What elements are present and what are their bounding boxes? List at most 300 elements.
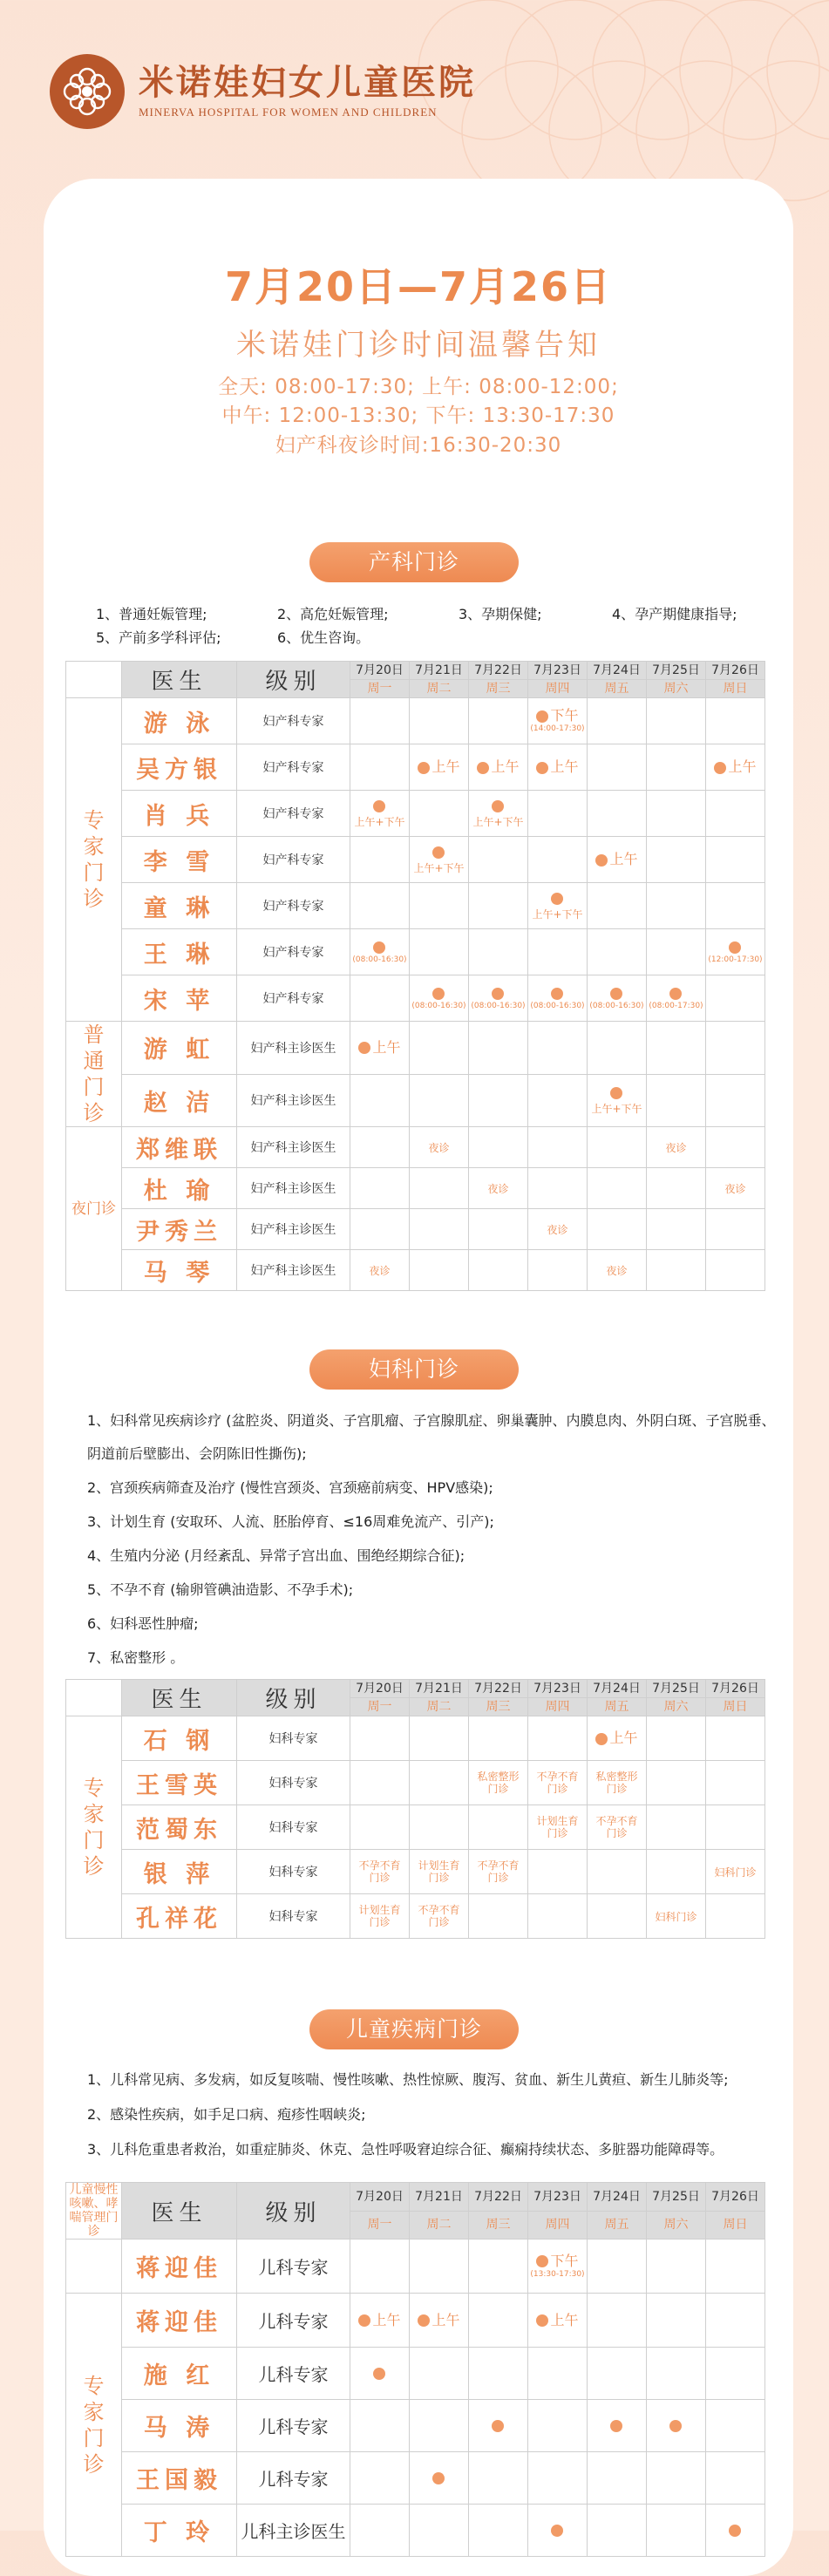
schedule-cell xyxy=(647,837,706,883)
day-date-header: 7月23日 xyxy=(528,2183,588,2212)
header-category-cell: 儿童慢性咳嗽、哮喘管理门诊 xyxy=(66,2183,122,2240)
schedule-cell xyxy=(528,2348,588,2400)
schedule-cell xyxy=(350,1894,410,1939)
schedule-cell xyxy=(706,1761,765,1805)
gynecology-schedule-table xyxy=(65,1679,765,1939)
clinic-type-label: 不孕不育门诊 xyxy=(477,1859,520,1884)
schedule-cell xyxy=(350,2505,410,2557)
schedule-cell xyxy=(469,2400,528,2452)
doctor-column-header: 医生 xyxy=(122,2183,237,2240)
session-dot-icon xyxy=(373,800,385,812)
table-header-row xyxy=(66,662,765,680)
schedule-cell xyxy=(469,2452,528,2505)
doctor-name: 郑维联 xyxy=(122,1127,237,1168)
gynecology-service: 6、妇科恶性肿瘤; xyxy=(87,1615,199,1632)
doctor-level: 妇产科主诊医生 xyxy=(237,1250,350,1291)
schedule-cell xyxy=(706,698,765,744)
doctor-name: 蒋迎佳 xyxy=(122,2240,237,2294)
schedule-cell xyxy=(588,2240,647,2294)
schedule-cell xyxy=(410,837,469,883)
day-date-header: 7月20日 xyxy=(350,1680,410,1698)
schedule-cell xyxy=(588,837,647,883)
pediatrics-section-title: 儿童疾病门诊 xyxy=(309,2009,519,2049)
doctor-level: 儿科主诊医生 xyxy=(237,2505,350,2557)
session-time-note: (12:00-17:30) xyxy=(708,955,763,964)
schedule-cell xyxy=(350,929,410,975)
day-week-header: 周四 xyxy=(528,2211,588,2240)
schedule-row xyxy=(66,2452,765,2505)
schedule-cell xyxy=(647,1850,706,1894)
hospital-header xyxy=(48,48,476,135)
schedule-cell xyxy=(588,1894,647,1939)
day-date-header: 7月21日 xyxy=(410,2183,469,2212)
schedule-cell xyxy=(410,1127,469,1168)
doctor-level: 妇产科专家 xyxy=(237,975,350,1022)
schedule-cell xyxy=(647,2240,706,2294)
day-date-header: 7月26日 xyxy=(706,2183,765,2212)
schedule-row xyxy=(66,744,765,791)
schedule-cell xyxy=(706,1209,765,1250)
day-week-header: 周五 xyxy=(588,1698,647,1716)
session-dot-icon xyxy=(595,854,608,867)
schedule-cell xyxy=(647,1761,706,1805)
clinic-type-label: 不孕不育门诊 xyxy=(595,1814,638,1839)
schedule-cell xyxy=(410,2294,469,2348)
clinic-type-label: 夜诊 xyxy=(606,1265,628,1277)
notice-subtitle: 米诺娃门诊时间温馨告知 xyxy=(236,328,601,363)
schedule-cell xyxy=(350,1761,410,1805)
schedule-cell xyxy=(350,791,410,837)
pediatrics-service: 3、儿科危重患者救治，如重症肺炎、休克、急性呼吸窘迫综合征、癫痫持续状态、多脏器功能障碍等。 xyxy=(87,2141,724,2158)
day-week-header: 周四 xyxy=(528,680,588,698)
doctor-name: 宋 苹 xyxy=(122,975,237,1022)
schedule-cell xyxy=(410,1761,469,1805)
schedule-cell xyxy=(469,2348,528,2400)
schedule-cell xyxy=(528,1209,588,1250)
schedule-cell xyxy=(528,1894,588,1939)
schedule-cell xyxy=(706,2400,765,2452)
schedule-cell xyxy=(410,2452,469,2505)
level-column-header: 级别 xyxy=(237,662,350,698)
obstetrics-schedule-table xyxy=(65,661,765,1291)
night-hours-line: 妇产科夜诊时间:16:30-20:30 xyxy=(275,434,562,457)
doctor-name: 王国毅 xyxy=(122,2452,237,2505)
doctor-name: 马 涛 xyxy=(122,2400,237,2452)
schedule-row xyxy=(66,1716,765,1761)
schedule-cell xyxy=(410,1805,469,1850)
schedule-cell xyxy=(350,1250,410,1291)
clinic-type-label: 夜诊 xyxy=(665,1142,687,1154)
schedule-cell xyxy=(469,1894,528,1939)
doctor-name: 李 雪 xyxy=(122,837,237,883)
schedule-cell xyxy=(528,1127,588,1168)
obstetrics-service: 1、普通妊娠管理; xyxy=(96,606,207,622)
schedule-cell xyxy=(469,1850,528,1894)
doctor-level: 妇产科专家 xyxy=(237,929,350,975)
date-range-title: 7月20日—7月26日 xyxy=(224,263,613,310)
gynecology-service: 7、私密整形 。 xyxy=(87,1649,185,1666)
schedule-cell xyxy=(528,1022,588,1075)
table-header-row xyxy=(66,1680,765,1698)
schedule-cell xyxy=(647,1168,706,1209)
session-dot-icon xyxy=(669,2420,682,2432)
doctor-name: 银 萍 xyxy=(122,1850,237,1894)
session-dot-icon xyxy=(358,2314,370,2327)
schedule-cell xyxy=(706,2505,765,2557)
schedule-cell xyxy=(647,1127,706,1168)
schedule-cell xyxy=(706,837,765,883)
day-week-header: 周二 xyxy=(410,680,469,698)
schedule-cell xyxy=(588,1850,647,1894)
schedule-row xyxy=(66,698,765,744)
schedule-cell xyxy=(588,883,647,929)
category-cell: 专家门诊 xyxy=(66,698,122,1022)
category-cell: 普通门诊 xyxy=(66,1022,122,1127)
schedule-cell xyxy=(469,975,528,1022)
doctor-level: 妇产科主诊医生 xyxy=(237,1168,350,1209)
schedule-cell xyxy=(350,2294,410,2348)
session-label: 上午+下午 xyxy=(532,908,583,921)
schedule-cell xyxy=(588,1716,647,1761)
doctor-level: 妇产科主诊医生 xyxy=(237,1022,350,1075)
schedule-cell xyxy=(647,791,706,837)
doctor-name: 丁 玲 xyxy=(122,2505,237,2557)
schedule-row xyxy=(66,1894,765,1939)
schedule-cell xyxy=(706,1894,765,1939)
schedule-cell xyxy=(528,1850,588,1894)
schedule-cell xyxy=(588,744,647,791)
session-time-note: (08:00-16:30) xyxy=(352,955,407,964)
schedule-cell xyxy=(706,1127,765,1168)
day-week-header: 周六 xyxy=(647,680,706,698)
schedule-row xyxy=(66,883,765,929)
schedule-cell xyxy=(588,1022,647,1075)
day-date-header: 7月26日 xyxy=(706,662,765,680)
schedule-cell xyxy=(588,1250,647,1291)
schedule-cell xyxy=(410,1894,469,1939)
schedule-cell xyxy=(706,1716,765,1761)
obstetrics-service: 3、孕期保健; xyxy=(459,606,542,622)
session-dot-icon xyxy=(729,941,741,954)
clinic-type-label: 计划生育门诊 xyxy=(358,1903,401,1928)
day-week-header: 周六 xyxy=(647,2211,706,2240)
day-date-header: 7月23日 xyxy=(528,1680,588,1698)
schedule-cell xyxy=(350,2348,410,2400)
day-date-header: 7月24日 xyxy=(588,2183,647,2212)
day-date-header: 7月26日 xyxy=(706,1680,765,1698)
schedule-cell xyxy=(706,883,765,929)
session-dot-icon xyxy=(536,710,548,723)
schedule-cell xyxy=(469,929,528,975)
gynecology-service: 2、宫颈疾病筛查及治疗 (慢性宫颈炎、宫颈癌前病变、HPV感染); xyxy=(87,1479,493,1496)
doctor-column-header: 医生 xyxy=(122,662,237,698)
session-label: 上午+下午 xyxy=(413,862,465,874)
schedule-cell xyxy=(706,2348,765,2400)
schedule-cell xyxy=(647,2505,706,2557)
session-dot-icon xyxy=(669,988,682,1000)
day-week-header: 周五 xyxy=(588,2211,647,2240)
schedule-cell xyxy=(528,1074,588,1127)
schedule-cell xyxy=(647,698,706,744)
session-dot-icon xyxy=(729,2525,741,2537)
doctor-name: 赵 洁 xyxy=(122,1074,237,1127)
schedule-cell xyxy=(350,883,410,929)
schedule-cell xyxy=(410,1168,469,1209)
session-label: 下午 xyxy=(550,707,579,724)
clinic-type-label: 夜诊 xyxy=(369,1265,391,1277)
obstetrics-service: 4、孕产期健康指导; xyxy=(612,606,737,622)
obstetrics-service: 5、产前多学科评估; xyxy=(96,629,221,646)
schedule-cell xyxy=(706,1250,765,1291)
pediatrics-service: 2、感染性疾病，如手足口病、疱疹性咽峡炎; xyxy=(87,2106,366,2123)
hours-line: 中午: 12:00-13:30; 下午: 13:30-17:30 xyxy=(221,404,615,427)
schedule-cell xyxy=(350,1022,410,1075)
session-label: 上午+下午 xyxy=(354,816,405,828)
doctor-name: 游 泳 xyxy=(122,698,237,744)
session-dot-icon xyxy=(536,2255,548,2267)
schedule-cell xyxy=(588,1127,647,1168)
schedule-cell xyxy=(469,837,528,883)
schedule-cell xyxy=(588,1761,647,1805)
session-label: 上午+下午 xyxy=(472,816,524,828)
schedule-cell xyxy=(350,1127,410,1168)
session-dot-icon xyxy=(551,2525,563,2537)
doctor-level: 妇科专家 xyxy=(237,1761,350,1805)
clinic-type-label: 夜诊 xyxy=(428,1142,450,1154)
doctor-level: 儿科专家 xyxy=(237,2240,350,2294)
day-date-header: 7月22日 xyxy=(469,2183,528,2212)
schedule-cell xyxy=(528,975,588,1022)
doctor-level: 妇产科主诊医生 xyxy=(237,1127,350,1168)
day-date-header: 7月25日 xyxy=(647,2183,706,2212)
schedule-cell xyxy=(528,837,588,883)
schedule-cell xyxy=(528,883,588,929)
schedule-cell xyxy=(647,1250,706,1291)
doctor-level: 妇产科主诊医生 xyxy=(237,1209,350,1250)
schedule-cell xyxy=(647,929,706,975)
schedule-row xyxy=(66,2294,765,2348)
doctor-name: 马 琴 xyxy=(122,1250,237,1291)
doctor-level: 妇科专家 xyxy=(237,1716,350,1761)
doctor-name: 范蜀东 xyxy=(122,1805,237,1850)
day-week-header: 周二 xyxy=(410,2211,469,2240)
schedule-cell xyxy=(350,698,410,744)
schedule-cell xyxy=(647,1074,706,1127)
clinic-type-label: 妇科门诊 xyxy=(714,1866,757,1879)
schedule-cell xyxy=(647,1716,706,1761)
session-time-note: (13:30-17:30) xyxy=(530,2269,585,2279)
session-dot-icon xyxy=(714,762,726,774)
session-dot-icon xyxy=(610,2420,622,2432)
doctor-level: 妇产科主诊医生 xyxy=(237,1074,350,1127)
session-time-note: (08:00-16:30) xyxy=(471,1002,526,1010)
schedule-row xyxy=(66,929,765,975)
schedule-cell xyxy=(647,883,706,929)
schedule-cell xyxy=(350,2240,410,2294)
clinic-type-label: 不孕不育门诊 xyxy=(358,1859,401,1884)
day-date-header: 7月20日 xyxy=(350,2183,410,2212)
session-dot-icon xyxy=(432,988,445,1000)
doctor-name: 王雪英 xyxy=(122,1761,237,1805)
schedule-cell xyxy=(647,1209,706,1250)
schedule-cell xyxy=(647,2452,706,2505)
clinic-type-label: 私密整形门诊 xyxy=(595,1770,638,1795)
session-label: 上午 xyxy=(372,2311,401,2328)
schedule-cell xyxy=(528,2294,588,2348)
header-category-cell xyxy=(66,662,122,698)
schedule-cell xyxy=(706,1850,765,1894)
clinic-type-label: 计划生育门诊 xyxy=(536,1814,579,1839)
schedule-cell xyxy=(647,1022,706,1075)
session-dot-icon xyxy=(418,2314,430,2327)
schedule-cell xyxy=(469,1209,528,1250)
header-category-cell xyxy=(66,1680,122,1716)
schedule-cell xyxy=(706,2452,765,2505)
schedule-row xyxy=(66,1209,765,1250)
schedule-row xyxy=(66,1022,765,1075)
category-cell: 专家门诊 xyxy=(66,1716,122,1939)
schedule-cell xyxy=(350,975,410,1022)
gynecology-section-title: 妇科门诊 xyxy=(309,1349,519,1390)
schedule-cell xyxy=(469,2294,528,2348)
schedule-cell xyxy=(588,2505,647,2557)
schedule-cell xyxy=(469,1716,528,1761)
session-label: 上午 xyxy=(550,758,579,775)
day-week-header: 周一 xyxy=(350,680,410,698)
session-time-note: (08:00-16:30) xyxy=(530,1002,585,1010)
session-dot-icon xyxy=(373,941,385,954)
schedule-row xyxy=(66,975,765,1022)
session-dot-icon xyxy=(432,2472,445,2484)
schedule-cell xyxy=(528,2452,588,2505)
schedule-cell xyxy=(410,1022,469,1075)
schedule-row xyxy=(66,2240,765,2294)
obstetrics-service: 2、高危妊娠管理; xyxy=(277,606,389,622)
schedule-cell xyxy=(706,2294,765,2348)
doctor-name: 施 红 xyxy=(122,2348,237,2400)
schedule-cell xyxy=(706,1022,765,1075)
session-time-note: (08:00-16:30) xyxy=(589,1002,644,1010)
doctor-level: 妇科专家 xyxy=(237,1850,350,1894)
schedule-row xyxy=(66,2400,765,2452)
schedule-cell xyxy=(410,2348,469,2400)
schedule-cell xyxy=(469,1127,528,1168)
session-label: 上午 xyxy=(372,1038,401,1056)
schedule-cell xyxy=(469,1022,528,1075)
schedule-cell xyxy=(528,1761,588,1805)
schedule-cell xyxy=(350,837,410,883)
clinic-type-label: 不孕不育门诊 xyxy=(418,1903,460,1928)
doctor-level: 儿科专家 xyxy=(237,2400,350,2452)
schedule-cell xyxy=(410,929,469,975)
session-label: 上午 xyxy=(431,758,460,775)
doctor-name: 肖 兵 xyxy=(122,791,237,837)
session-time-note: (08:00-17:30) xyxy=(649,1002,703,1010)
session-dot-icon xyxy=(610,1087,622,1099)
schedule-row xyxy=(66,1850,765,1894)
doctor-level: 妇产科专家 xyxy=(237,791,350,837)
schedule-cell xyxy=(410,1074,469,1127)
schedule-cell xyxy=(350,1716,410,1761)
session-dot-icon xyxy=(492,988,504,1000)
pediatrics-service: 1、儿科常见病、多发病，如反复咳喘、慢性咳嗽、热性惊厥、腹泻、贫血、新生儿黄疸、新生儿肺炎等; xyxy=(87,2071,729,2088)
schedule-row xyxy=(66,1127,765,1168)
clinic-type-label: 私密整形门诊 xyxy=(477,1770,520,1795)
session-dot-icon xyxy=(536,2314,548,2327)
session-time-note: (14:00-17:30) xyxy=(530,724,585,733)
schedule-row xyxy=(66,1805,765,1850)
schedule-cell xyxy=(469,1074,528,1127)
schedule-cell xyxy=(647,2348,706,2400)
schedule-cell xyxy=(410,2400,469,2452)
schedule-row xyxy=(66,1250,765,1291)
doctor-name: 杜 瑜 xyxy=(122,1168,237,1209)
doctor-level: 儿科专家 xyxy=(237,2348,350,2400)
schedule-cell xyxy=(528,2505,588,2557)
schedule-cell xyxy=(528,1168,588,1209)
hospital-name-cn: 米诺娃妇女儿童医院 xyxy=(139,62,476,103)
schedule-cell xyxy=(350,2400,410,2452)
session-dot-icon xyxy=(418,762,430,774)
schedule-cell xyxy=(706,1805,765,1850)
schedule-cell xyxy=(410,975,469,1022)
session-dot-icon xyxy=(373,2368,385,2380)
schedule-row xyxy=(66,2505,765,2557)
schedule-cell xyxy=(528,2240,588,2294)
doctor-name: 蒋迎佳 xyxy=(122,2294,237,2348)
schedule-cell xyxy=(469,791,528,837)
day-date-header: 7月22日 xyxy=(469,1680,528,1698)
schedule-cell xyxy=(588,1168,647,1209)
schedule-row xyxy=(66,1761,765,1805)
schedule-cell xyxy=(647,2400,706,2452)
notice-card xyxy=(44,179,793,2576)
session-label: 上午 xyxy=(431,2311,460,2328)
schedule-cell xyxy=(588,1209,647,1250)
session-label: 上午 xyxy=(609,851,638,867)
day-week-header: 周三 xyxy=(469,2211,528,2240)
gynecology-service: 5、不孕不育 (输卵管碘油造影、不孕手术); xyxy=(87,1581,354,1598)
schedule-cell xyxy=(588,1074,647,1127)
session-label: 上午 xyxy=(609,1730,638,1746)
session-dot-icon xyxy=(492,800,504,812)
schedule-cell xyxy=(469,1805,528,1850)
doctor-name: 童 琳 xyxy=(122,883,237,929)
level-column-header: 级别 xyxy=(237,1680,350,1716)
session-dot-icon xyxy=(610,988,622,1000)
day-week-header: 周四 xyxy=(528,1698,588,1716)
schedule-cell xyxy=(528,744,588,791)
doctor-name: 游 虹 xyxy=(122,1022,237,1075)
session-dot-icon xyxy=(536,762,548,774)
doctor-level: 妇产科专家 xyxy=(237,837,350,883)
schedule-cell xyxy=(706,791,765,837)
obstetrics-section-title: 产科门诊 xyxy=(309,542,519,582)
session-label: 下午 xyxy=(550,2252,579,2269)
doctor-level: 儿科专家 xyxy=(237,2452,350,2505)
schedule-cell xyxy=(469,744,528,791)
day-date-header: 7月25日 xyxy=(647,662,706,680)
day-date-header: 7月23日 xyxy=(528,662,588,680)
clinic-type-label: 不孕不育门诊 xyxy=(536,1770,579,1795)
clinic-type-label: 夜诊 xyxy=(487,1183,509,1195)
schedule-cell xyxy=(350,2452,410,2505)
day-week-header: 周二 xyxy=(410,1698,469,1716)
schedule-cell xyxy=(588,791,647,837)
session-label: 上午 xyxy=(491,758,520,775)
schedule-cell xyxy=(647,975,706,1022)
schedule-cell xyxy=(410,698,469,744)
